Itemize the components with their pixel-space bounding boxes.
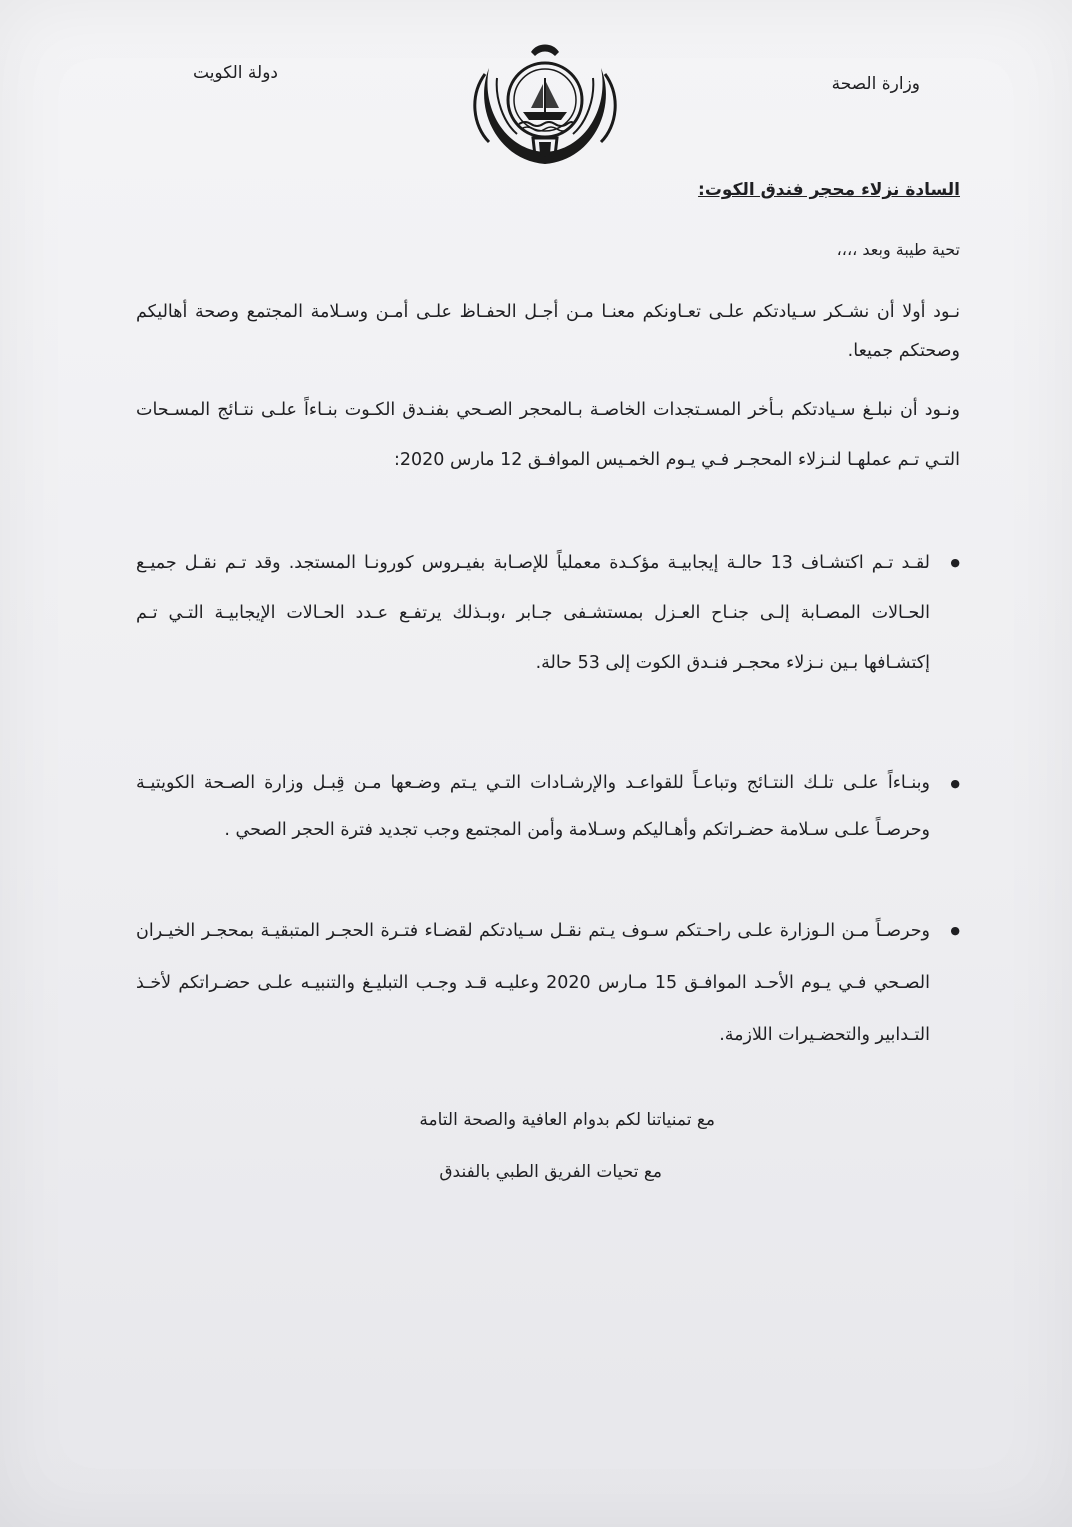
greeting: تحية طيبة وبعد ،،،، [836,240,960,259]
closing-wishes: مع تمنياتنا لكم بدوام العافية والصحة التامة [419,1110,715,1130]
list-item: ● وبنـاءاً علـى تلـك النتـائج وتباعـاً للقواعـد والإرشـادات التـي يـتم وضـعها مـن قِبـل وزارة الصـحة الكويتيـة وحرصـاً علـى سـلامة حضـراتكم وأهـاليكم وسـلامة وأمن المجتمع وجب تجديد فترة الحجر الصحي . [136,760,960,854]
bullet-list [136,538,960,688]
closing-signature: مع تحيات الفريق الطبي بالفندق [439,1162,662,1182]
list-item: ● لقـد تـم اكتشـاف 13 حالـة إيجابيـة مؤكـدة معملياً للإصـابة بفيـروس كورونـا المستجد. وقد تـم نقـل جميـع الحـالات المصـابة إلـى جنـاح العـزل بمستشـفى جـابر ،وبـذلك يرتفـع عـدد الحـالات الإيجابيـة التـي تـم إكتشـافها بـين نـزلاء محجـر فنـدق الكوت إلى 53 حالة. [136,538,960,688]
bullet-list [136,760,960,854]
update-paragraph: ونـود أن نبلـغ سـيادتكم بـأخر المسـتجدات الخاصـة بـالمحجر الصـحي بفنـدق الكـوت بنـاءاً علـى نتـائج المسـحات التـي تـم عملهـا لنـزلاء المحجـر فـي يـوم الخمـيس الموافـق 12 مارس 2020: [136,400,960,470]
bullet-list [136,905,960,1061]
intro-paragraph: نـود أولا أن نشـكر سـيادتكم علـى تعـاونكم معنـا مـن أجـل الحفـاظ علـى أمـن وسـلامة المجتمع وصحة أهاليكم وصحتكم جميعا. [136,302,960,361]
kuwait-coat-of-arms-icon [467,38,623,168]
list-item: ● وحرصـاً مـن الـوزارة علـى راحـتكم سـوف يـتم نقـل سـيادتكم لقضـاء فتـرة الحجـر المتبقيـة بمحجـر الخيـران الصـحي فـي يـوم الأحـد الموافـق 15 مـارس 2020 وعليـه قـد وجـب التبليـغ والتنبيـه علـى حضـراتكم لأخـذ التـدابير والتحضـيرات اللازمة. [136,905,960,1061]
ministry-label: وزارة الصحة [831,74,920,94]
state-label: دولة الكويت [193,63,278,83]
addressee: السادة نزلاء محجر فندق الكوت: [698,180,960,200]
